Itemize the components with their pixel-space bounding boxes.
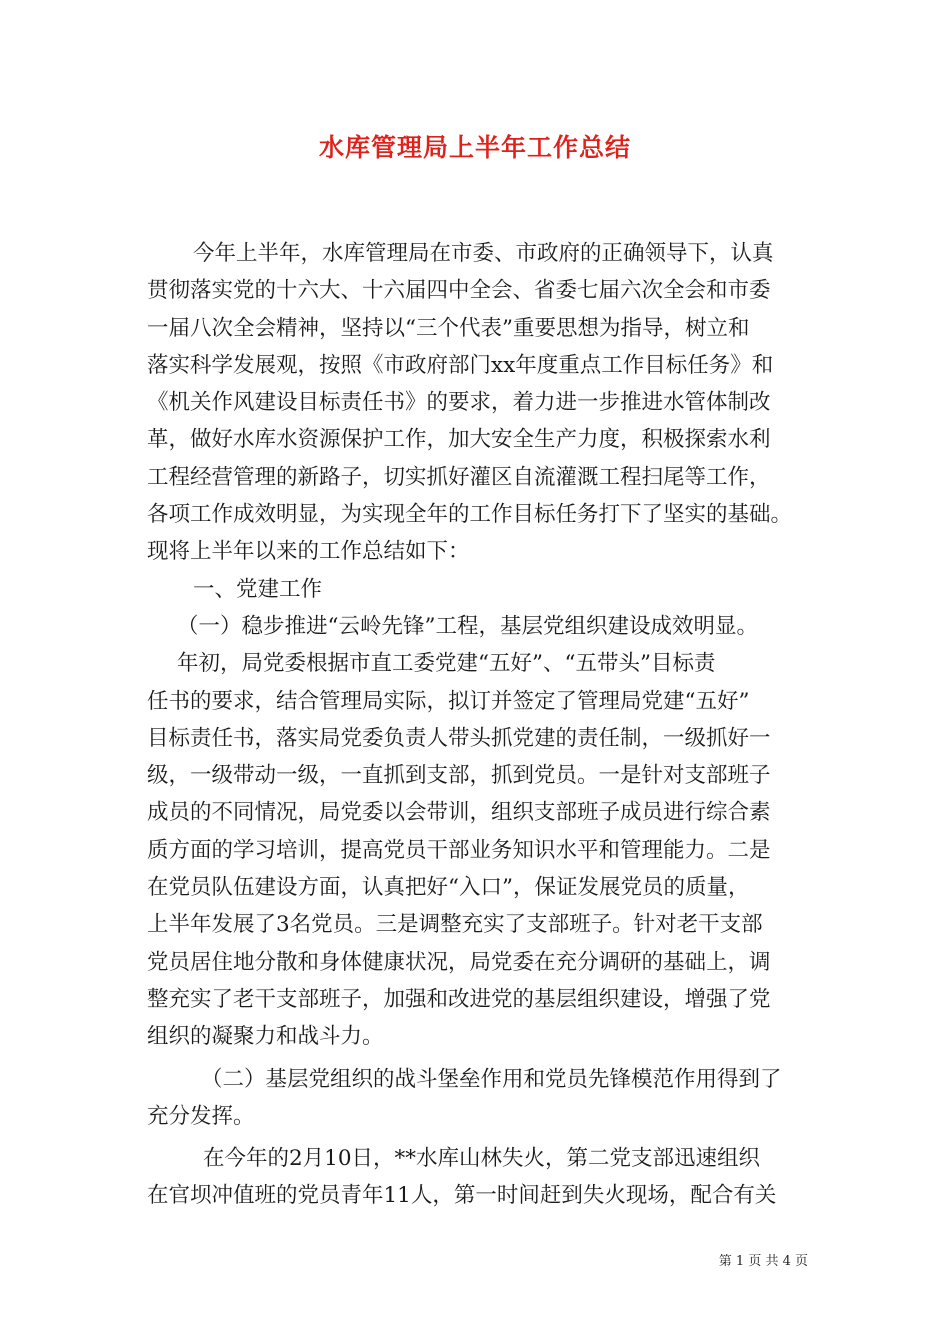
- body-line: 在今年的2月10日，**水库山林失火，第二党支部迅速组织: [203, 1146, 761, 1172]
- body-line: 目标责任书，落实局党委负责人带头抓党建的责任制，一级抓好一: [147, 725, 771, 751]
- subsection-heading: （二）基层党组织的战斗堡垒作用和党员先锋模范作用得到了: [201, 1066, 782, 1092]
- document-body: [147, 235, 807, 1215]
- body-line: 党员居住地分散和身体健康状况，局党委在充分调研的基础上，调: [147, 949, 771, 975]
- body-line: 任书的要求，结合管理局实际，拟订并签定了管理局党建“五好”: [147, 688, 750, 714]
- body-line: 成员的不同情况，局党委以会带训，组织支部班子成员进行综合素: [147, 800, 771, 826]
- body-line: 整充实了老干支部班子，加强和改进党的基层组织建设，增强了党: [147, 986, 771, 1012]
- body-line: 在党员队伍建设方面，认真把好“入口”，保证发展党员的质量，: [147, 875, 750, 901]
- body-line: 充分发挥。: [147, 1103, 255, 1129]
- body-line: 现将上半年以来的工作总结如下：: [147, 539, 470, 565]
- body-line: 各项工作成效明显，为实现全年的工作目标任务打下了坚实的基础。: [147, 502, 793, 528]
- section-heading: 一、党建工作: [193, 576, 323, 602]
- body-line: 贯彻落实党的十六大、十六届四中全会、省委七届六次全会和市委: [147, 278, 771, 304]
- body-line: 工程经营管理的新路子，切实抓好灌区自流灌溉工程扫尾等工作，: [147, 464, 771, 490]
- body-line: 在官坝冲值班的党员青年11人，第一时间赶到失火现场，配合有关: [147, 1183, 777, 1209]
- body-line: 《机关作风建设目标责任书》的要求，着力进一步推进水管体制改: [147, 390, 771, 416]
- body-line: 质方面的学习培训，提高党员干部业务知识水平和管理能力。二是: [147, 837, 771, 863]
- body-line: 今年上半年，水库管理局在市委、市政府的正确领导下，认真: [193, 241, 774, 266]
- body-line: 革，做好水库水资源保护工作，加大安全生产力度，积极探索水利: [147, 427, 771, 453]
- body-line: 级，一级带动一级，一直抓到支部，抓到党员。一是针对支部班子: [147, 763, 771, 789]
- body-line: 一届八次全会精神，坚持以“三个代表”重要思想为指导，树立和: [147, 315, 750, 341]
- subsection-heading: （一）稳步推进“云岭先锋”工程，基层党组织建设成效明显。: [177, 613, 758, 639]
- document-title: 水库管理局上半年工作总结: [318, 133, 631, 162]
- body-line: 组织的凝聚力和战斗力。: [147, 1024, 384, 1050]
- body-line: 上半年发展了3名党员。三是调整充实了支部班子。针对老干支部: [147, 912, 763, 938]
- body-line: 年初，局党委根据市直工委党建“五好”、“五带头”目标责: [177, 651, 716, 677]
- body-line: 落实科学发展观，按照《市政府部门xx年度重点工作目标任务》和: [147, 352, 774, 378]
- page-number: 第 1 页 共 4 页: [718, 1254, 808, 1269]
